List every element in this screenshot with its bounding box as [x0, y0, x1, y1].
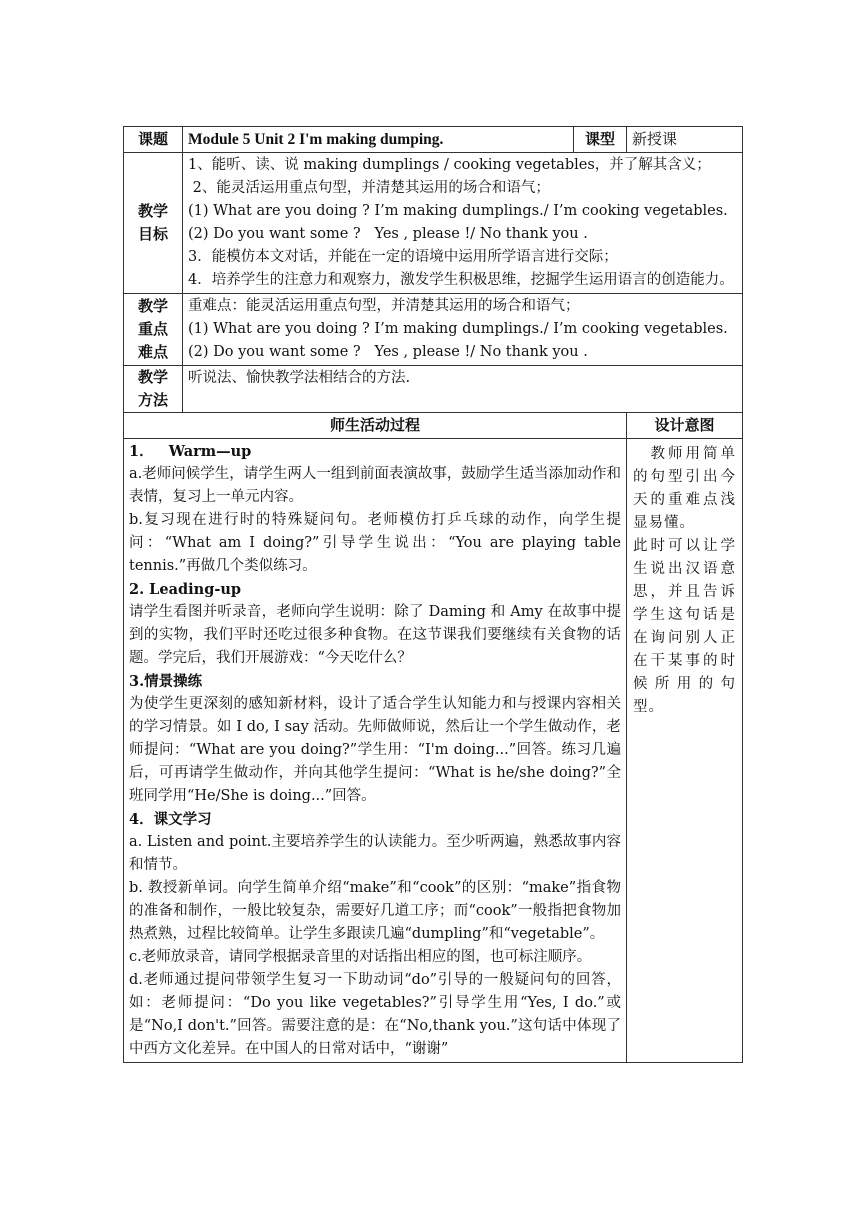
- key-points-label-line: 重点: [137, 320, 168, 338]
- method-text: 听说法、愉快教学法相结合的方法.: [188, 370, 411, 386]
- key-points-content: [183, 294, 743, 366]
- lesson-plan-page: [123, 126, 742, 1063]
- process-row: [124, 439, 743, 1063]
- design-paragraph: 此时可以让学生说出汉语意思，并且告诉学生这句话是在询问别人正在干某事的时候所用的句型。: [633, 538, 736, 715]
- design-intent-content: [627, 439, 743, 1063]
- goals-row: [124, 153, 743, 294]
- goals-label-line: 教学: [137, 202, 168, 220]
- process-header-row: [124, 413, 743, 439]
- topic-row: [124, 127, 743, 153]
- goals-content: [183, 153, 743, 294]
- section-paragraph: 为使学生更深刻的感知新材料，设计了适合学生认知能力和与授课内容相关的学习情景。如 I do, I say 活动。先师做师说，然后让一个学生做动作，老师提问：“What are you doing?”学生用：“I'm doing...”回答。练习几遍后，可再请学生做动作，并向其他学生提问：“What is he/she doing?”全班同学用“He/She is doing...”回答。: [129, 696, 621, 804]
- key-points-label-line: 教学: [137, 297, 168, 315]
- goals-label-line: 目标: [137, 225, 168, 243]
- method-label: [124, 366, 183, 413]
- type-label: 课型: [574, 127, 627, 153]
- goal-line: 4．培养学生的注意力和观察力，激发学生积极思维，挖掘学生运用语言的创造能力。: [188, 272, 734, 288]
- goal-line: (2) Do you want some ? Yes , please !/ No thank you .: [188, 226, 588, 242]
- lesson-plan-table: [123, 126, 743, 1063]
- key-points-row: [124, 294, 743, 366]
- section-paragraph: 请学生看图并听录音，老师向学生说明：除了 Daming 和 Amy 在故事中提到的实物，我们平时还吃过很多种食物。在这节课我们要继续有关食物的话题。学完后，我们开展游戏：“今天吃什么？: [129, 604, 621, 666]
- section-heading: 2. Leading-up: [129, 581, 242, 598]
- goals-label: [124, 153, 183, 294]
- method-label-line: 方法: [137, 391, 168, 409]
- section-heading: 3.情景操练: [129, 673, 203, 690]
- goal-line: 3．能模仿本文对话，并能在一定的语境中运用所学语言进行交际；: [188, 249, 618, 265]
- section-heading: 4．课文学习: [129, 811, 212, 828]
- key-points-label: [124, 294, 183, 366]
- process-header: 师生活动过程: [124, 413, 627, 439]
- topic-value: Module 5 Unit 2 I'm making dumping.: [183, 127, 574, 153]
- section-paragraph: a. Listen and point.主要培养学生的认读能力。至少听两遍，熟悉故事内容和情节。: [129, 834, 621, 873]
- key-point-line: 重难点：能灵活运用重点句型，并清楚其运用的场合和语气；: [188, 298, 580, 314]
- section-paragraph: b. 教授新单词。向学生简单介绍“make”和“cook”的区别：“make”指食物的准备和制作，一般比较复杂，需要好几道工序；而“cook”一般指把食物加热煮熟，过程比较简单。让学生多跟读几遍“dumpling”和“vegetable”。: [129, 880, 621, 942]
- type-value: 新授课: [627, 127, 743, 153]
- method-row: [124, 366, 743, 413]
- topic-label: 课题: [124, 127, 183, 153]
- method-content: [183, 366, 743, 413]
- section-heading: 1． Warm—up: [129, 443, 252, 460]
- section-paragraph: c.老师放录音，请同学根据录音里的对话指出相应的图，也可标注顺序。: [129, 949, 592, 965]
- key-points-label-line: 难点: [137, 343, 168, 361]
- key-point-line: (2) Do you want some ? Yes , please !/ No thank you .: [188, 344, 588, 360]
- key-point-line: (1) What are you doing ? I’m making dumplings./ I’m cooking vegetables.: [188, 321, 728, 337]
- method-label-line: 教学: [137, 368, 168, 386]
- goal-line: (1) What are you doing ? I’m making dumplings./ I’m cooking vegetables.: [188, 203, 728, 219]
- section-paragraph: b.复习现在进行时的特殊疑问句。老师模仿打乒乓球的动作，向学生提问：“What am I doing?”引导学生说出：“You are playing table tennis.”再做几个类似练习。: [129, 512, 621, 574]
- process-content: [124, 439, 627, 1063]
- design-header: 设计意图: [627, 413, 743, 439]
- goal-line: 2、能灵活运用重点句型，并清楚其运用的场合和语气；: [188, 180, 550, 196]
- goal-line: 1、能听、读、说 making dumplings / cooking vegetables，并了解其含义；: [188, 157, 711, 173]
- section-paragraph: d.老师通过提问带领学生复习一下助动词“do”引导的一般疑问句的回答，如：老师提问：“Do you like vegetables?”引导学生用“Yes, I do.”或是“No,I don't.”回答。需要注意的是：在“No,thank you.”这句话中体现了中西方文化差异。在中国人的日常对话中，“谢谢”: [129, 972, 621, 1057]
- design-paragraph: 教师用简单的句型引出今天的重难点浅显易懂。: [633, 446, 736, 531]
- section-paragraph: a.老师问候学生，请学生两人一组到前面表演故事，鼓励学生适当添加动作和表情，复习上一单元内容。: [129, 466, 621, 505]
